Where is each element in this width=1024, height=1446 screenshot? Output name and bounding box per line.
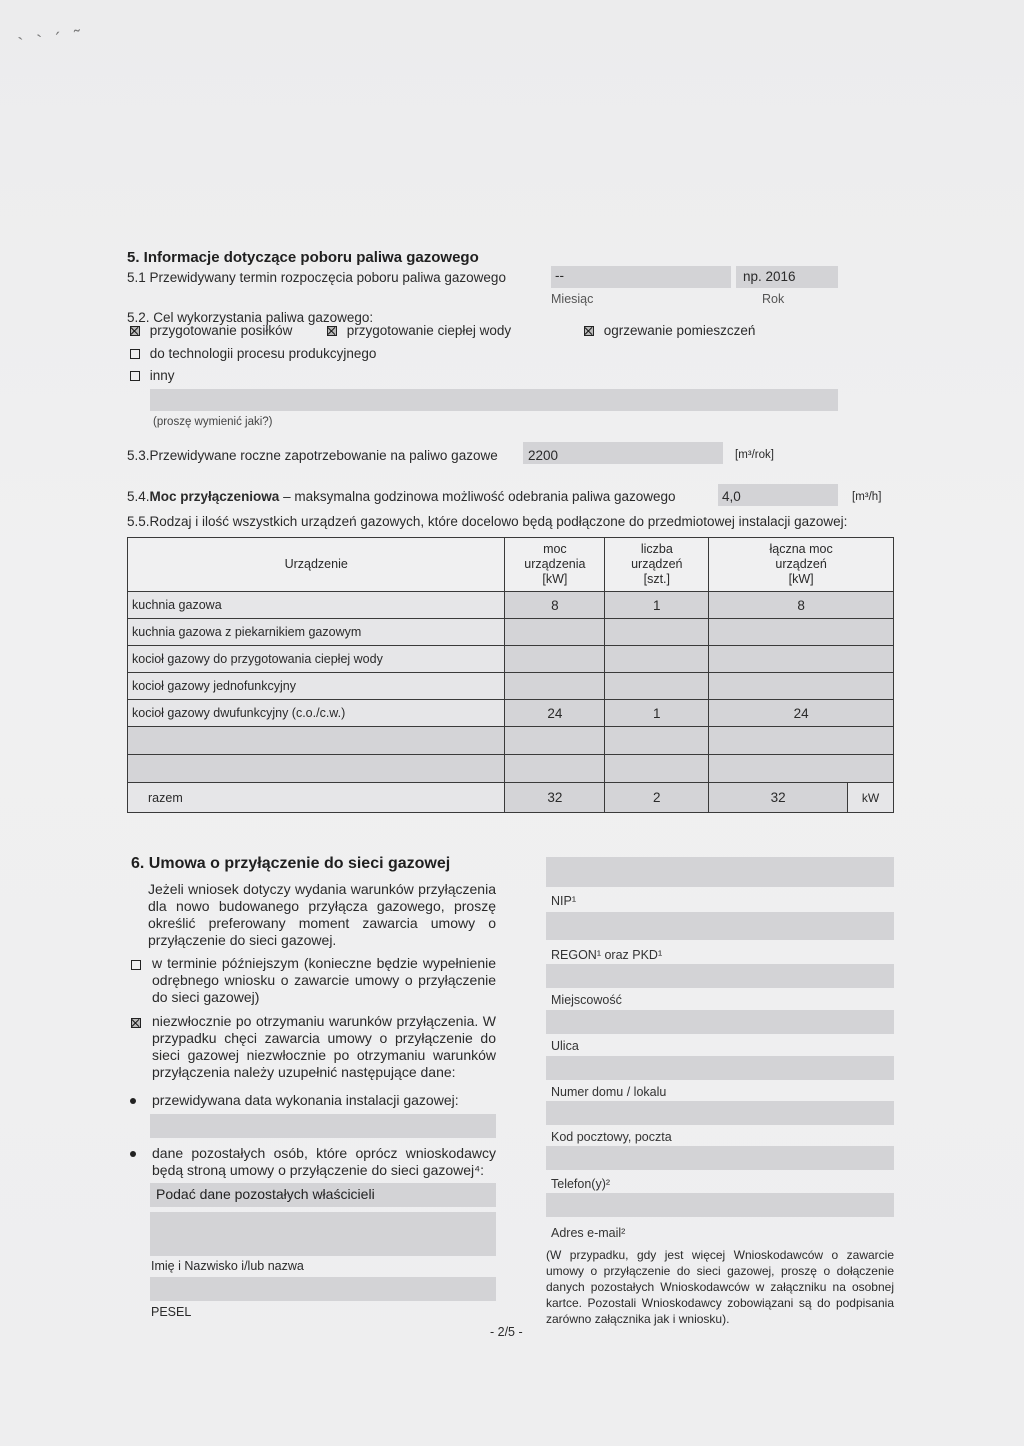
- total-power[interactable]: 32: [505, 783, 605, 813]
- s54-value: 4,0: [722, 489, 741, 504]
- email-field[interactable]: [546, 1193, 894, 1217]
- header-count-line: urządzeń: [631, 557, 683, 571]
- table-row: [128, 619, 894, 646]
- s51-label: 5.1 Przewidywany termin rozpoczęcia poboru paliwa gazowego: [127, 270, 506, 285]
- section-6-title: 6. Umowa o przyłączenie do sieci gazowej: [131, 855, 451, 872]
- count-cell[interactable]: 1: [605, 700, 709, 727]
- pesel-label: PESEL: [151, 1305, 192, 1319]
- s53-value: 2200: [528, 448, 559, 463]
- table-row: [128, 727, 894, 755]
- device-cell: kocioł gazowy dwufunkcyjny (c.o./c.w.): [128, 700, 505, 727]
- power-cell[interactable]: [505, 727, 605, 755]
- total-label: razem: [128, 783, 505, 813]
- total-cell[interactable]: [709, 673, 894, 700]
- total-total[interactable]: 32: [709, 783, 848, 813]
- city-field[interactable]: [546, 964, 894, 988]
- install-date-field[interactable]: [150, 1114, 496, 1138]
- header-total-line: urządzeń: [775, 557, 827, 571]
- phone-label: Telefon(y)²: [551, 1177, 611, 1191]
- pesel-field[interactable]: [150, 1277, 496, 1301]
- checkbox-empty-icon[interactable]: [131, 960, 141, 970]
- s54-bold: Moc przyłączeniowa: [149, 489, 280, 504]
- device-cell: kuchnia gazowa z piekarnikiem gazowym: [128, 619, 505, 646]
- power-cell[interactable]: [505, 755, 605, 783]
- total-cell[interactable]: [709, 727, 894, 755]
- table-row: [128, 592, 894, 619]
- s53-label: 5.3.Przewidywane roczne zapotrzebowanie na paliwo gazowe: [127, 448, 498, 463]
- option-technology[interactable]: [130, 346, 376, 361]
- street-label: Ulica: [551, 1039, 579, 1053]
- device-cell: kocioł gazowy jednofunkcyjny: [128, 673, 505, 700]
- bullet-icon: [130, 1151, 136, 1157]
- count-cell[interactable]: [605, 619, 709, 646]
- header-count: [605, 538, 709, 592]
- table-row: [128, 700, 894, 727]
- total-count[interactable]: 2: [605, 783, 709, 813]
- total-cell[interactable]: [709, 755, 894, 783]
- s54-label: [127, 489, 676, 504]
- checkbox-checked-icon[interactable]: [584, 326, 594, 336]
- nip-label: NIP¹: [551, 894, 576, 908]
- power-cell[interactable]: [505, 673, 605, 700]
- option-heating-label: ogrzewanie pomieszczeń: [603, 323, 756, 338]
- header-power: [505, 538, 605, 592]
- house-number-label: Numer domu / lokalu: [551, 1085, 667, 1099]
- header-count-line: [szt.]: [643, 572, 670, 586]
- bullet-icon: [130, 1098, 136, 1104]
- header-power-line: urządzenia: [524, 557, 586, 571]
- s51-month-field[interactable]: [551, 266, 731, 288]
- s51-month-caption: Miesiąc: [551, 292, 594, 306]
- section-5-title: 5. Informacje dotyczące poboru paliwa gazowego: [127, 249, 479, 266]
- option-meals-label: przygotowanie posiłków: [149, 323, 293, 338]
- table-header-row: [128, 538, 894, 592]
- checkbox-empty-icon[interactable]: [130, 349, 140, 359]
- total-cell[interactable]: 24: [709, 700, 894, 727]
- s51-month-value: --: [555, 268, 564, 283]
- phone-field[interactable]: [546, 1146, 894, 1170]
- option-now-label: niezwłocznie po otrzymaniu warunków przyłączenia. W przypadku chęci zawarcia umowy o przyłączenie do sieci gazowej niezwłocznie po otrzymaniu warunków przyłączenia należy uzupełnić następujące dane:: [152, 1013, 496, 1080]
- scan-artifact: ` ` ´ ˜: [16, 25, 86, 55]
- option-other-label: inny: [149, 368, 175, 383]
- count-cell[interactable]: 1: [605, 592, 709, 619]
- device-cell[interactable]: [128, 755, 505, 783]
- power-cell[interactable]: 24: [505, 700, 605, 727]
- postal-code-label: Kod pocztowy, poczta: [551, 1130, 672, 1144]
- count-cell[interactable]: [605, 673, 709, 700]
- checkbox-checked-icon[interactable]: [327, 326, 337, 336]
- total-cell[interactable]: [709, 619, 894, 646]
- checkbox-checked-icon[interactable]: [131, 1018, 141, 1028]
- table-total-row: [128, 783, 894, 813]
- count-cell[interactable]: [605, 646, 709, 673]
- s55-label: 5.5.Rodzaj i ilość wszystkich urządzeń gazowych, które docelowo będą podłączone do przedmiotowej instalacji gazowej:: [127, 514, 848, 529]
- total-cell[interactable]: [709, 646, 894, 673]
- device-cell: kocioł gazowy do przygotowania ciepłej wody: [128, 646, 505, 673]
- nip-field[interactable]: [546, 857, 894, 887]
- bullet-parties-label: dane pozostałych osób, które oprócz wnioskodawcy będą stroną umowy o przyłączenie do sieci gazowej⁴:: [152, 1145, 496, 1178]
- city-label: Miejscowość: [551, 993, 622, 1007]
- table-row: [128, 755, 894, 783]
- s54-prefix: 5.4.: [127, 489, 150, 504]
- checkbox-empty-icon[interactable]: [130, 371, 140, 381]
- option-hot-water-label: przygotowanie ciepłej wody: [346, 323, 512, 338]
- other-purpose-field[interactable]: [150, 389, 838, 411]
- table-row: [128, 673, 894, 700]
- header-total-line: łączna moc: [769, 542, 833, 556]
- power-cell[interactable]: 8: [505, 592, 605, 619]
- option-later-label: w terminie późniejszym (konieczne będzie wypełnienie odrębnego wniosku o zawarcie umowy o przyłączenie do sieci gazowej): [152, 955, 496, 1005]
- header-device: Urządzenie: [128, 538, 505, 592]
- s51-year-caption: Rok: [762, 292, 785, 306]
- handwritten-note: Podać dane pozostałych właścicieli: [156, 1186, 375, 1202]
- header-power-line: moc: [543, 542, 567, 556]
- checkbox-checked-icon[interactable]: [130, 326, 140, 336]
- postal-code-field[interactable]: [546, 1101, 894, 1125]
- s53-unit: [m³/rok]: [735, 449, 774, 461]
- regon-label: REGON¹ oraz PKD¹: [551, 948, 663, 962]
- s52-label: 5.2. Cel wykorzystania paliwa gazowego:: [127, 310, 374, 325]
- option-meals[interactable]: [130, 323, 292, 338]
- option-heating[interactable]: [584, 323, 755, 338]
- table-row: [128, 646, 894, 673]
- option-other[interactable]: [130, 368, 175, 383]
- header-total: [709, 538, 894, 592]
- s51-year-value: np. 2016: [743, 269, 796, 284]
- power-cell[interactable]: [505, 646, 605, 673]
- device-cell: kuchnia gazowa: [128, 592, 505, 619]
- header-total-line: [kW]: [788, 572, 814, 586]
- s54-rest: – maksymalna godzinowa możliwość odebrania paliwa gazowego: [279, 489, 676, 504]
- count-cell[interactable]: [605, 755, 709, 783]
- email-label: Adres e-mail²: [551, 1226, 626, 1240]
- regon-field[interactable]: [546, 912, 894, 940]
- device-cell[interactable]: [128, 727, 505, 755]
- owners-extra-field[interactable]: [150, 1212, 496, 1256]
- option-technology-label: do technologii procesu produkcyjnego: [149, 346, 377, 361]
- header-power-line: [kW]: [542, 572, 568, 586]
- house-number-field[interactable]: [546, 1056, 894, 1080]
- option-hot-water[interactable]: [327, 323, 511, 338]
- devices-table: [127, 537, 894, 813]
- multiple-applicants-note: (W przypadku, gdy jest więcej Wnioskodawców o zawarcie umowy o przyłączenie do sieci gazowej, proszę o dołączenie danych pozostałych Wnioskodawców w załączniku na osobnej kartce. Pozostali Wnioskodawcy zobowiązani są do podpisania zarówno załącznika jak i wniosku).: [546, 1248, 894, 1326]
- total-cell[interactable]: 8: [709, 592, 894, 619]
- other-caption: (proszę wymienić jaki?): [153, 416, 273, 428]
- header-count-line: liczba: [640, 542, 673, 556]
- bullet-date-label: przewidywana data wykonania instalacji gazowej:: [152, 1092, 459, 1108]
- s54-unit: [m³/h]: [852, 491, 882, 503]
- name-label: Imię i Nazwisko i/lub nazwa: [151, 1259, 304, 1273]
- page-number: - 2/5 -: [490, 1325, 523, 1339]
- section-6-intro: Jeżeli wniosek dotyczy wydania warunków przyłączenia dla nowo budowanego przyłącza gazowego, proszę określić preferowany moment zawarcia umowy o przyłączenie do sieci gazowej.: [148, 881, 496, 948]
- power-cell[interactable]: [505, 619, 605, 646]
- total-unit: kW: [848, 783, 894, 813]
- street-field[interactable]: [546, 1010, 894, 1034]
- count-cell[interactable]: [605, 727, 709, 755]
